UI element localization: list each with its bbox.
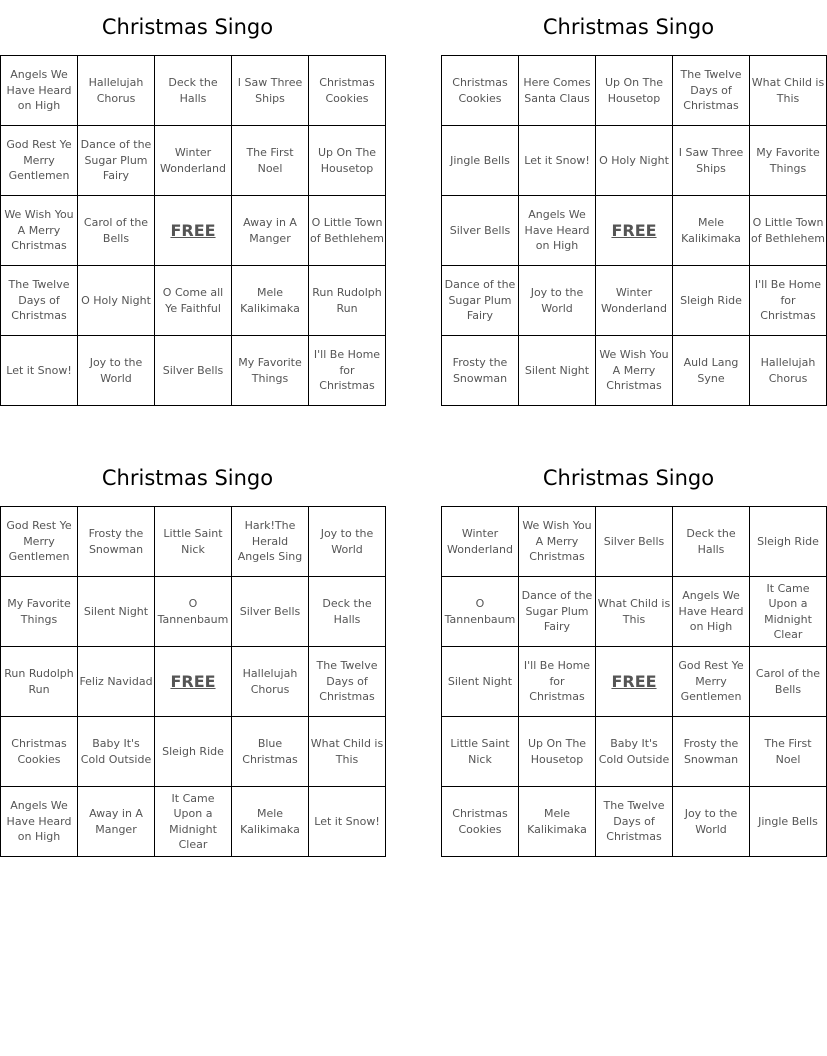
song-cell: Frosty the Snowman	[78, 507, 155, 577]
song-cell: O Holy Night	[596, 126, 673, 196]
grid-row	[1, 196, 386, 266]
free-space: FREE	[596, 196, 673, 266]
song-cell: Hallelujah Chorus	[750, 336, 827, 406]
song-cell: Mele Kalikimaka	[673, 196, 750, 266]
song-cell: O Little Town of Bethlehem	[309, 196, 386, 266]
song-cell: Silver Bells	[442, 196, 519, 266]
song-cell: Christmas Cookies	[309, 56, 386, 126]
song-cell: The Twelve Days of Christmas	[309, 647, 386, 717]
song-cell: Here Comes Santa Claus	[519, 56, 596, 126]
song-cell: Hark!The Herald Angels Sing	[232, 507, 309, 577]
grid-row	[442, 126, 827, 196]
song-cell: Angels We Have Heard on High	[519, 196, 596, 266]
song-cell: Hallelujah Chorus	[232, 647, 309, 717]
song-cell: The First Noel	[750, 717, 827, 787]
song-cell: My Favorite Things	[750, 126, 827, 196]
song-cell: I Saw Three Ships	[673, 126, 750, 196]
song-cell: Baby It's Cold Outside	[596, 717, 673, 787]
song-cell: Silver Bells	[155, 336, 232, 406]
song-cell: My Favorite Things	[232, 336, 309, 406]
grid-row	[1, 56, 386, 126]
song-cell: I'll Be Home for Christmas	[519, 647, 596, 717]
song-cell: Feliz Navidad	[78, 647, 155, 717]
song-cell: Deck the Halls	[673, 507, 750, 577]
card-title: Christmas Singo	[101, 15, 274, 39]
song-cell: Silent Night	[442, 647, 519, 717]
song-cell: We Wish You A Merry Christmas	[519, 507, 596, 577]
song-cell: What Child is This	[596, 577, 673, 647]
grid-row	[442, 196, 827, 266]
song-cell: Up On The Housetop	[596, 56, 673, 126]
song-cell: Mele Kalikimaka	[232, 787, 309, 857]
song-cell: Let it Snow!	[309, 787, 386, 857]
card-title: Christmas Singo	[542, 15, 715, 39]
free-space: FREE	[155, 647, 232, 717]
song-cell: O Come all Ye Faithful	[155, 266, 232, 336]
bingo-grid	[0, 506, 386, 857]
grid-row	[442, 56, 827, 126]
grid-row	[1, 336, 386, 406]
song-cell: Dance of the Sugar Plum Fairy	[519, 577, 596, 647]
song-cell: Jingle Bells	[750, 787, 827, 857]
song-cell: Joy to the World	[673, 787, 750, 857]
song-cell: What Child is This	[750, 56, 827, 126]
song-cell: Baby It's Cold Outside	[78, 717, 155, 787]
song-cell: Auld Lang Syne	[673, 336, 750, 406]
song-cell: It Came Upon a Midnight Clear	[750, 577, 827, 647]
song-cell: Christmas Cookies	[442, 56, 519, 126]
song-cell: Hallelujah Chorus	[78, 56, 155, 126]
grid-row	[1, 717, 386, 787]
grid-row	[442, 647, 827, 717]
bingo-card-1	[0, 0, 384, 406]
bingo-card-3	[0, 451, 384, 857]
song-cell: Sleigh Ride	[673, 266, 750, 336]
grid-row	[442, 336, 827, 406]
grid-row	[442, 507, 827, 577]
song-cell: Deck the Halls	[155, 56, 232, 126]
song-cell: God Rest Ye Merry Gentlemen	[1, 126, 78, 196]
song-cell: Up On The Housetop	[309, 126, 386, 196]
song-cell: Silver Bells	[596, 507, 673, 577]
song-cell: Run Rudolph Run	[309, 266, 386, 336]
card-title: Christmas Singo	[542, 466, 715, 490]
song-cell: O Tannenbaum	[155, 577, 232, 647]
song-cell: Angels We Have Heard on High	[1, 787, 78, 857]
bingo-grid	[441, 506, 827, 857]
song-cell: God Rest Ye Merry Gentlemen	[1, 507, 78, 577]
song-cell: We Wish You A Merry Christmas	[596, 336, 673, 406]
grid-row	[442, 787, 827, 857]
song-cell: Sleigh Ride	[750, 507, 827, 577]
song-cell: Blue Christmas	[232, 717, 309, 787]
song-cell: O Little Town of Bethlehem	[750, 196, 827, 266]
grid-row	[1, 507, 386, 577]
song-cell: I'll Be Home for Christmas	[309, 336, 386, 406]
bingo-grid	[441, 55, 827, 406]
song-cell: Angels We Have Heard on High	[1, 56, 78, 126]
song-cell: Sleigh Ride	[155, 717, 232, 787]
grid-row	[442, 577, 827, 647]
song-cell: Away in A Manger	[232, 196, 309, 266]
song-cell: Frosty the Snowman	[673, 717, 750, 787]
song-cell: Winter Wonderland	[442, 507, 519, 577]
song-cell: Let it Snow!	[1, 336, 78, 406]
song-cell: The First Noel	[232, 126, 309, 196]
song-cell: It Came Upon a Midnight Clear	[155, 787, 232, 857]
song-cell: Frosty the Snowman	[442, 336, 519, 406]
song-cell: Dance of the Sugar Plum Fairy	[78, 126, 155, 196]
song-cell: The Twelve Days of Christmas	[596, 787, 673, 857]
song-cell: Angels We Have Heard on High	[673, 577, 750, 647]
bingo-card-2	[441, 0, 825, 406]
song-cell: I'll Be Home for Christmas	[750, 266, 827, 336]
song-cell: Winter Wonderland	[596, 266, 673, 336]
song-cell: Winter Wonderland	[155, 126, 232, 196]
song-cell: Silent Night	[78, 577, 155, 647]
song-cell: O Tannenbaum	[442, 577, 519, 647]
grid-row	[1, 647, 386, 717]
song-cell: Away in A Manger	[78, 787, 155, 857]
song-cell: Little Saint Nick	[442, 717, 519, 787]
song-cell: Christmas Cookies	[1, 717, 78, 787]
song-cell: I Saw Three Ships	[232, 56, 309, 126]
card-title: Christmas Singo	[101, 466, 274, 490]
song-cell: Little Saint Nick	[155, 507, 232, 577]
grid-row	[1, 126, 386, 196]
song-cell: Joy to the World	[309, 507, 386, 577]
song-cell: We Wish You A Merry Christmas	[1, 196, 78, 266]
song-cell: Christmas Cookies	[442, 787, 519, 857]
grid-row	[1, 577, 386, 647]
song-cell: Joy to the World	[519, 266, 596, 336]
free-space: FREE	[596, 647, 673, 717]
grid-row	[442, 266, 827, 336]
song-cell: The Twelve Days of Christmas	[673, 56, 750, 126]
bingo-grid	[0, 55, 386, 406]
song-cell: Run Rudolph Run	[1, 647, 78, 717]
free-space: FREE	[155, 196, 232, 266]
song-cell: Let it Snow!	[519, 126, 596, 196]
song-cell: Jingle Bells	[442, 126, 519, 196]
song-cell: Dance of the Sugar Plum Fairy	[442, 266, 519, 336]
song-cell: God Rest Ye Merry Gentlemen	[673, 647, 750, 717]
song-cell: Carol of the Bells	[750, 647, 827, 717]
bingo-card-4	[441, 451, 821, 857]
song-cell: Silent Night	[519, 336, 596, 406]
song-cell: What Child is This	[309, 717, 386, 787]
song-cell: Carol of the Bells	[78, 196, 155, 266]
song-cell: The Twelve Days of Christmas	[1, 266, 78, 336]
song-cell: O Holy Night	[78, 266, 155, 336]
song-cell: Mele Kalikimaka	[519, 787, 596, 857]
song-cell: Up On The Housetop	[519, 717, 596, 787]
song-cell: Mele Kalikimaka	[232, 266, 309, 336]
song-cell: Silver Bells	[232, 577, 309, 647]
grid-row	[1, 266, 386, 336]
song-cell: My Favorite Things	[1, 577, 78, 647]
song-cell: Deck the Halls	[309, 577, 386, 647]
grid-row	[442, 717, 827, 787]
grid-row	[1, 787, 386, 857]
song-cell: Joy to the World	[78, 336, 155, 406]
